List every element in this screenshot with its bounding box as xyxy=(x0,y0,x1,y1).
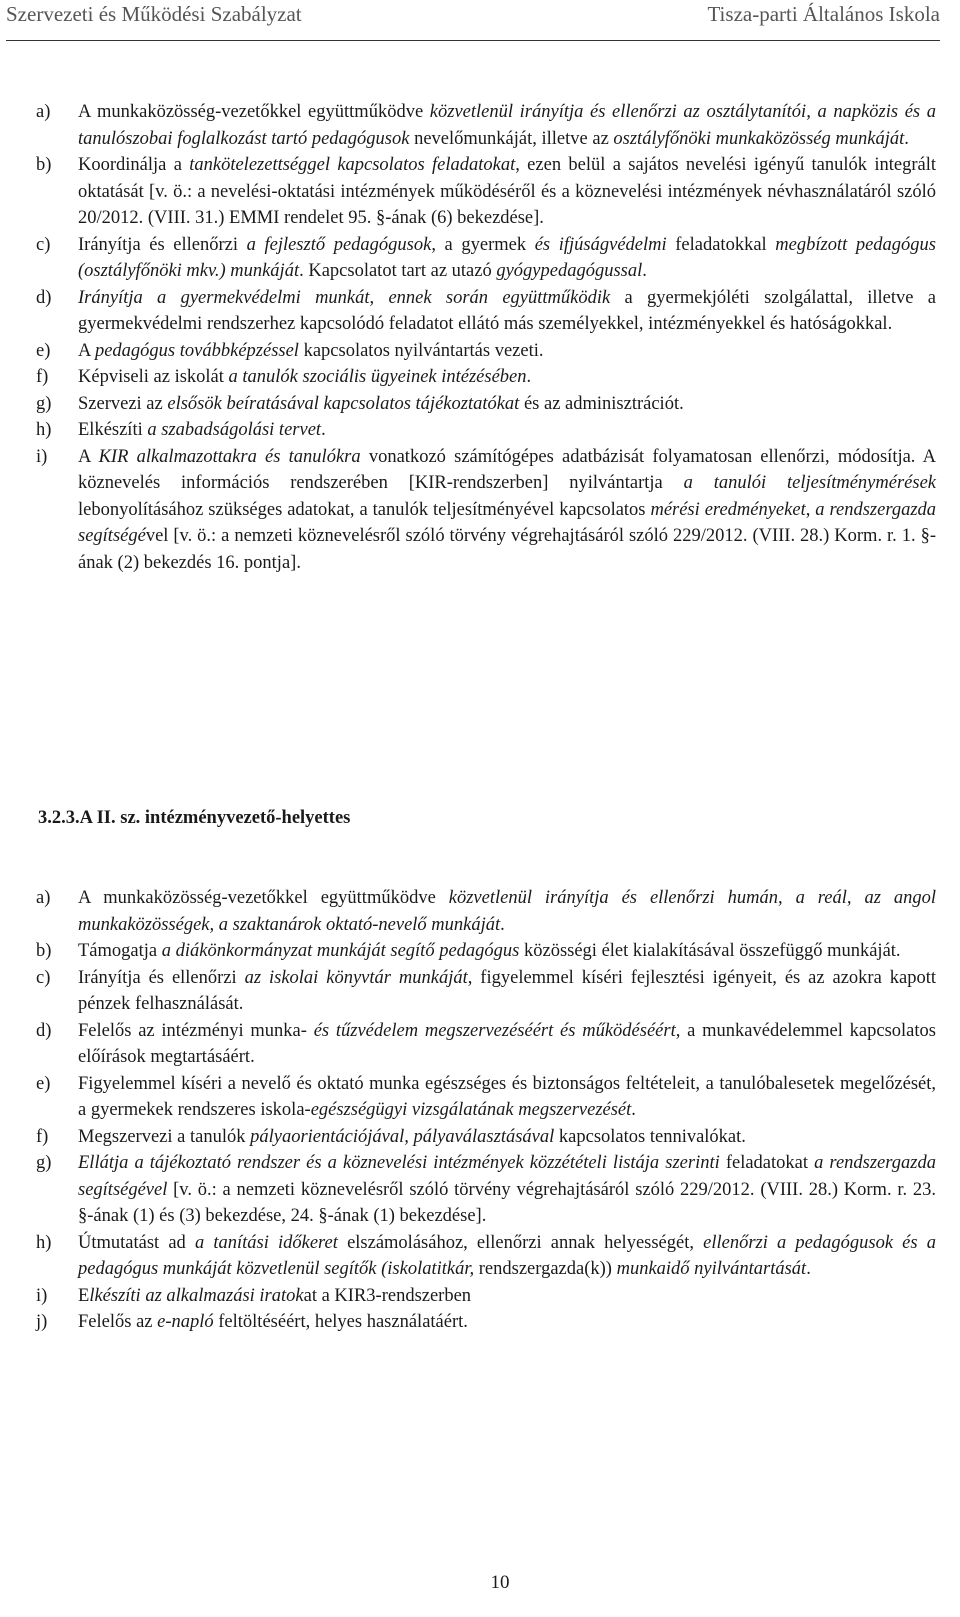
text-run: Irányítja és ellenőrzi xyxy=(78,234,247,255)
list-item-marker: i) xyxy=(36,1285,48,1306)
text-run: Útmutatást ad xyxy=(78,1232,195,1253)
list-item xyxy=(36,1230,936,1283)
text-run: . xyxy=(500,914,505,935)
section-heading: 3.2.3.A II. sz. intézményvezető-helyettes xyxy=(38,808,351,828)
page-number-footer xyxy=(0,1572,960,1594)
text-run: feladatokkal xyxy=(666,234,776,255)
emphasized-text: a tanulók szociális ügyeinek intézésében xyxy=(228,367,527,387)
text-run: . Kapcsolatot tart az utazó xyxy=(299,261,497,281)
list-item-text xyxy=(78,1286,471,1306)
list-item xyxy=(36,417,936,444)
emphasized-text: lkészíti az alkalmazási iratok xyxy=(89,1285,304,1306)
text-run: közösségi élet kialakításával összefüggő munkáját. xyxy=(519,941,901,961)
text-run: A munkaközösség-vezetőkkel együttműködve xyxy=(78,102,430,122)
text-run: Képviseli az iskolát xyxy=(78,367,229,387)
emphasized-text: a szabadságolási tervet xyxy=(147,420,322,440)
list-item-text xyxy=(78,1021,936,1068)
emphasized-text: közvetlenül irányítja és ellenőrzi az osztálytanítói, a napközis és a tanulószobai foglalkozást tartó pedagógusok xyxy=(78,102,937,149)
text-run: A xyxy=(78,340,95,361)
emphasized-text: ellenőrzi a pedagógusok és a pedagógus munkáját közvetlenül segítők (iskolatitkár, xyxy=(78,1232,936,1279)
list-item-marker: i) xyxy=(36,446,48,467)
list-item-text xyxy=(78,155,936,228)
list-item-text xyxy=(78,1153,936,1226)
text-run: Elkészíti xyxy=(78,420,148,440)
list-item-text xyxy=(78,288,936,335)
text-run: feltöltéséért, helyes használatáért. xyxy=(213,1312,468,1332)
list-item-marker: c) xyxy=(36,234,51,255)
list-item xyxy=(36,1018,936,1071)
list-item xyxy=(36,1124,936,1151)
list-item xyxy=(36,938,936,965)
list-item-text xyxy=(78,1074,936,1121)
text-run: vonatkozó számítógépes adatbázisát folyamatosan ellenőrzi, módosítja. A köznevelés információs rendszerében [KIR-rendszerben] nyilvántartja xyxy=(78,446,936,493)
list-item xyxy=(36,1150,936,1230)
text-run: kapcsolatos tennivalókat. xyxy=(554,1126,746,1147)
list-item-text xyxy=(78,1233,936,1280)
list-item-marker: h) xyxy=(36,420,52,440)
text-run: a gyermekjóléti szolgálattal, illetve a gyermekvédelmi rendszerhez kapcsolódó feladatot ellátó más személyekkel, intézményekkel és hatóságokkal. xyxy=(78,287,936,334)
emphasized-text: tankötelezettséggel kapcsolatos feladatokat xyxy=(189,155,516,175)
list-item xyxy=(36,1071,936,1124)
page-header xyxy=(0,0,960,50)
list-item xyxy=(36,1283,936,1310)
list-item-marker: e) xyxy=(36,1073,51,1094)
emphasized-text: gyógypedagógussal xyxy=(496,261,643,281)
emphasized-text: Irányítja a gyermekvédelmi munkát xyxy=(78,287,370,308)
emphasized-text: a rendszergazda segítségé xyxy=(78,499,937,546)
text-run: A xyxy=(78,446,99,467)
text-run: , xyxy=(369,287,389,308)
list-item-marker: c) xyxy=(36,967,51,988)
list-item-marker: e) xyxy=(36,340,51,361)
emphasized-text: e-napló xyxy=(157,1312,214,1332)
emphasized-text: osztályfőnöki munkaközösség munkáját xyxy=(613,128,905,149)
text-run: . xyxy=(904,128,909,149)
text-run: lebonyolításához szükséges adatokat, a tanulók teljesítményével kapcsolatos xyxy=(78,499,651,520)
list-item xyxy=(36,285,936,338)
list-item-marker: g) xyxy=(36,1153,52,1173)
text-run: feladatokat xyxy=(719,1153,815,1173)
list-item xyxy=(36,364,936,391)
list-item-marker: f) xyxy=(36,367,49,387)
text-run: és az adminisztrációt. xyxy=(519,393,684,414)
deputy-one-duties-list xyxy=(36,99,936,576)
list-item-text xyxy=(78,341,543,361)
emphasized-text: a diákönkormányzat munkáját segítő pedagógus xyxy=(161,941,520,961)
list-item-marker: j) xyxy=(36,1312,48,1332)
emphasized-text: mérési eredményeket xyxy=(650,499,806,520)
list-item-text xyxy=(78,102,936,149)
emphasized-text: pályaorientációjával, pályaválasztásával xyxy=(250,1126,555,1147)
page-number: 10 xyxy=(490,1572,510,1593)
text-run: , a gyermek xyxy=(431,234,535,255)
list-item-marker: f) xyxy=(36,1126,49,1147)
text-run: , xyxy=(805,499,816,520)
emphasized-text: Ellátja a tájékoztató rendszer és a köznevelési intézmények közzétételi listája szerinti xyxy=(78,1153,720,1173)
text-run: Felelős az xyxy=(78,1312,158,1332)
text-run: Felelős az intézményi munka- xyxy=(78,1020,314,1041)
list-item xyxy=(36,391,936,418)
text-run: Szervezi az xyxy=(78,393,168,414)
list-item-marker: g) xyxy=(36,393,52,414)
list-item-text xyxy=(78,367,531,387)
list-item-marker: b) xyxy=(36,155,52,175)
text-run: . xyxy=(631,1100,636,1120)
text-run: , ezen belül a sajátos nevelési igényű tanulók integrált oktatását [v. ö.: a nevelési-oktatási intézmények működéséről és a köznevelési intézmények névhasználatáról szóló 20/2012. (VIII. 31.) EMMI rendelet 95. §-ának (6) bekezdése]. xyxy=(78,155,936,228)
list-item xyxy=(36,152,936,232)
text-run: . xyxy=(806,1259,811,1279)
list-item xyxy=(36,99,936,152)
emphasized-text: munkaidő nyilvántartását xyxy=(616,1259,807,1279)
list-item-marker: h) xyxy=(36,1232,52,1253)
emphasized-text: a rendszergazda segítségével xyxy=(78,1153,936,1200)
text-run: nevelőmunkáját, illetve az xyxy=(409,128,614,149)
text-run: rendszergazda(k)) xyxy=(474,1259,617,1279)
list-item-text xyxy=(78,420,326,440)
emphasized-text: pedagógus továbbképzéssel xyxy=(94,340,299,361)
list-item-text xyxy=(78,1312,468,1332)
text-run: [v. ö.: a nemzeti köznevelésről szóló törvény végrehajtásáról szóló 229/2012. (VIII. 28.) Korm. r. 23. §-ának (1) és (3) bekezdése, 24. §-ának (1) bekezdése]. xyxy=(78,1179,936,1226)
emphasized-text: KIR alkalmazottakra és tanulókra xyxy=(98,446,361,467)
text-run: vel [v. ö.: a nemzeti köznevelésről szóló törvény végrehajtásáról szóló 229/2012. (VIII. 28.) Korm. r. 1. §-ának (2) bekezdés 16. pontja]. xyxy=(78,526,936,573)
list-item xyxy=(36,1309,936,1336)
list-item xyxy=(36,965,936,1018)
emphasized-text: megbízott pedagógus (osztályfőnöki mkv.) munkáját xyxy=(78,234,936,281)
emphasized-text: egészségügyi vizsgálatának megszervezését xyxy=(310,1100,632,1120)
emphasized-text: az iskolai könyvtár munkáját xyxy=(244,967,468,988)
text-run: A munkaközösség-vezetőkkel együttműködve xyxy=(78,888,449,908)
deputy-two-duties-list xyxy=(36,885,936,1336)
text-run: , a munkavédelemmel kapcsolatos előírások megtartásáért. xyxy=(78,1020,936,1067)
list-item xyxy=(36,338,936,365)
emphasized-text: közvetlenül irányítja és ellenőrzi humán, a reál, az angol munkaközösségek, a szaktanárok oktató-nevelő munkáját xyxy=(78,888,937,935)
emphasized-text: a fejlesztő pedagógusok xyxy=(246,234,432,255)
list-item-text xyxy=(78,968,936,1015)
text-run: . xyxy=(526,367,532,387)
text-run: Figyelemmel kíséri a nevelő és oktató munka egészséges és biztonságos feltételeit, a tanulóbalesetek megelőzését, a gyermekek rendszeres iskola- xyxy=(78,1073,936,1120)
list-item xyxy=(36,444,936,577)
list-item-text xyxy=(78,888,936,935)
list-item-text xyxy=(78,941,901,961)
list-item-text xyxy=(78,447,936,573)
list-item xyxy=(36,885,936,938)
list-item-marker: d) xyxy=(36,287,52,308)
text-run: . xyxy=(321,420,326,440)
list-item-marker: a) xyxy=(36,102,51,122)
text-run: at a KIR3-rendszerben xyxy=(303,1285,472,1306)
text-run: elszámolásához, ellenőrzi annak helyességét, xyxy=(337,1232,704,1253)
list-item xyxy=(36,232,936,285)
text-run: Megszervezi a tanulók xyxy=(78,1126,251,1147)
text-run: Támogatja xyxy=(78,941,162,961)
list-item-marker: b) xyxy=(36,941,52,961)
list-item-text xyxy=(78,394,684,414)
text-run: , figyelemmel kíséri fejlesztési igényeit, és az azokra kapott pénzek felhasználását. xyxy=(78,967,936,1014)
text-run: . xyxy=(642,261,647,281)
text-run: Irányítja és ellenőrzi xyxy=(78,967,245,988)
list-item-text xyxy=(78,235,936,282)
emphasized-text: a tanulói teljesítménymérések xyxy=(683,473,936,493)
list-item-marker: a) xyxy=(36,888,51,908)
emphasized-text: elsősök beíratásával kapcsolatos tájékoztatókat xyxy=(167,393,520,414)
emphasized-text: és ifjúságvédelmi xyxy=(534,234,667,255)
header-school-name: Tisza-parti Általános Iskola xyxy=(707,2,940,26)
emphasized-text: ennek során együttműködik xyxy=(388,287,611,308)
emphasized-text: és tűzvédelem megszervezéséért és működéséért xyxy=(313,1020,676,1041)
list-item-marker: d) xyxy=(36,1020,52,1041)
header-rule xyxy=(6,40,940,41)
emphasized-text: a tanítási időkeret xyxy=(194,1232,338,1253)
list-item-text xyxy=(78,1127,746,1147)
text-run: Koordinálja a xyxy=(78,155,190,175)
header-document-title: Szervezeti és Működési Szabályzat xyxy=(6,2,302,26)
text-run: kapcsolatos nyilvántartás vezeti. xyxy=(298,340,544,361)
text-run: E xyxy=(78,1285,90,1306)
